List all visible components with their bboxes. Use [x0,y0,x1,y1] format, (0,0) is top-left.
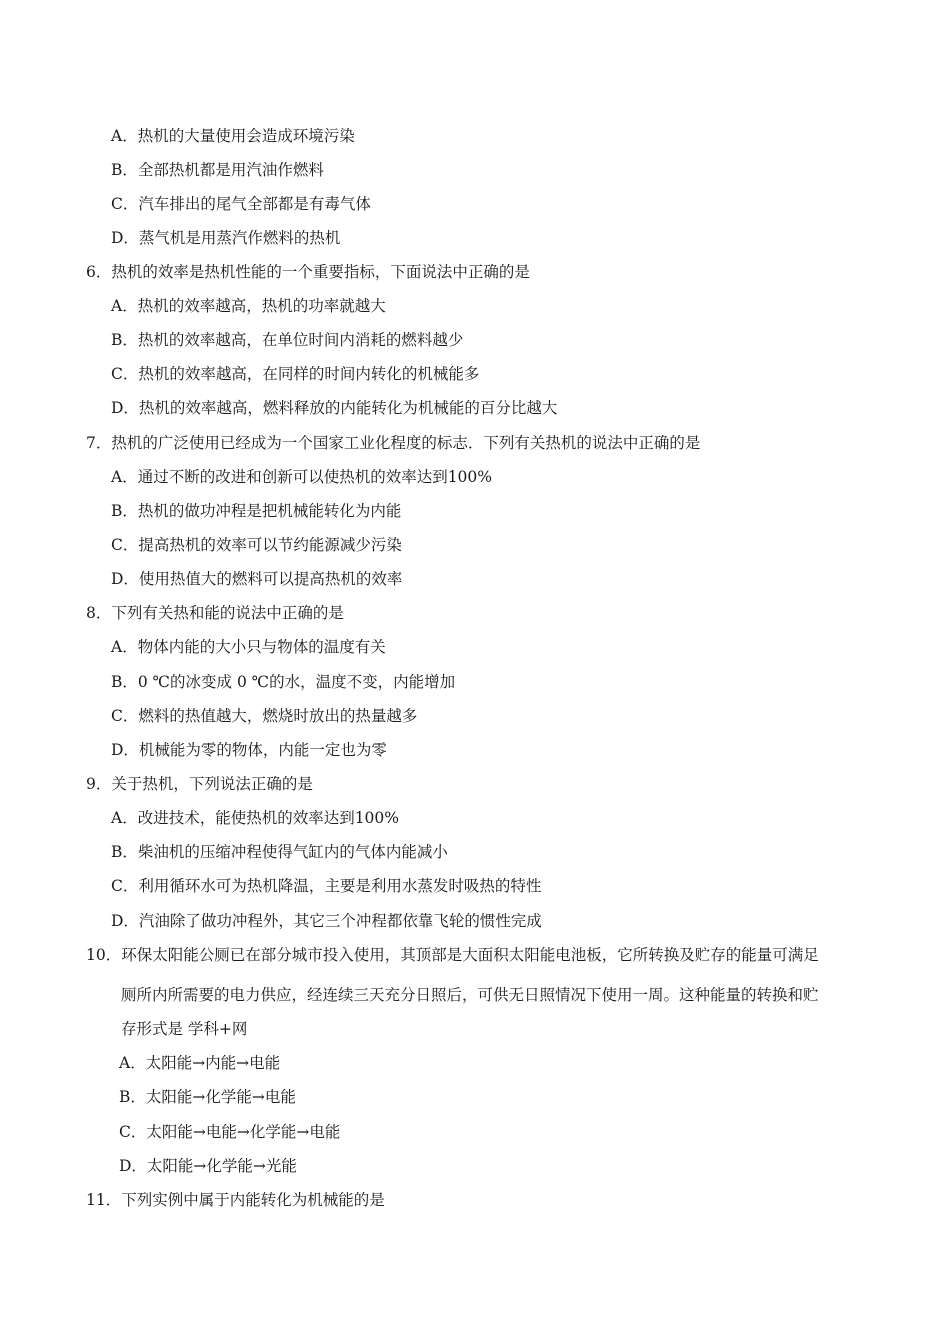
q5-option-c: C．汽车排出的尾气全部都是有毒气体 [111,195,371,213]
q5-option-a: A．热机的大量使用会造成环境污染 [111,127,355,145]
q9-option-b: B．柴油机的压缩冲程使得气缸内的气体内能减小 [111,843,448,861]
q5-option-d: D．蒸气机是用蒸汽作燃料的热机 [111,229,341,247]
q8-option-c: C．燃料的热值越大，燃烧时放出的热量越多 [111,707,418,725]
q6-stem: 6．热机的效率是热机性能的一个重要指标，下面说法中正确的是 [86,263,530,281]
q7-option-d: D．使用热值大的燃料可以提高热机的效率 [111,570,403,588]
q7-option-a: A．通过不断的改进和创新可以使热机的效率达到100% [111,468,493,486]
q7-stem: 7．热机的广泛使用已经成为一个国家工业化程度的标志．下列有关热机的说法中正确的是 [86,434,701,452]
q6-option-b: B．热机的效率越高，在单位时间内消耗的燃料越少 [111,331,464,349]
q8-option-a: A．物体内能的大小只与物体的温度有关 [111,638,386,656]
q7-option-c: C．提高热机的效率可以节约能源减少污染 [111,536,402,554]
q6-option-c: C．热机的效率越高，在同样的时间内转化的机械能多 [111,365,480,383]
q9-option-c: C．利用循环水可为热机降温，主要是利用水蒸发时吸热的特性 [111,877,542,895]
q8-option-d: D．机械能为零的物体，内能一定也为零 [111,741,387,759]
q8-stem: 8．下列有关热和能的说法中正确的是 [86,604,344,622]
q5-option-b: B．全部热机都是用汽油作燃料 [111,161,324,179]
q10-stem-line-2: 厕所内所需要的电力供应，经连续三天充分日照后，可供无日照情况下使用一周。这种能量的转换和贮 [121,986,819,1004]
q8-option-b: B．0 ℃的冰变成 0 ℃的水，温度不变，内能增加 [111,673,456,691]
q10-option-c: C．太阳能→电能→化学能→电能 [119,1123,341,1141]
q10-option-a: A．太阳能→内能→电能 [119,1054,281,1072]
q10-option-d: D．太阳能→化学能→光能 [119,1157,297,1175]
q9-option-a: A．改进技术，能使热机的效率达到100% [111,809,400,827]
q6-option-d: D．热机的效率越高，燃料释放的内能转化为机械能的百分比越大 [111,399,558,417]
q11-stem: 11．下列实例中属于内能转化为机械能的是 [86,1191,385,1209]
q10-stem-line-1: 10．环保太阳能公厕已在部分城市投入使用，其顶部是大面积太阳能电池板，它所转换及贮存的能量可满足 [86,946,819,964]
q6-option-a: A．热机的效率越高，热机的功率就越大 [111,297,386,315]
q9-stem: 9．关于热机，下列说法正确的是 [86,775,313,793]
q10-stem-line-3: 存形式是 学科+网 [121,1020,248,1038]
q7-option-b: B．热机的做功冲程是把机械能转化为内能 [111,502,402,520]
q10-option-b: B．太阳能→化学能→电能 [119,1088,296,1106]
q9-option-d: D．汽油除了做功冲程外，其它三个冲程都依靠飞轮的惯性完成 [111,912,542,930]
